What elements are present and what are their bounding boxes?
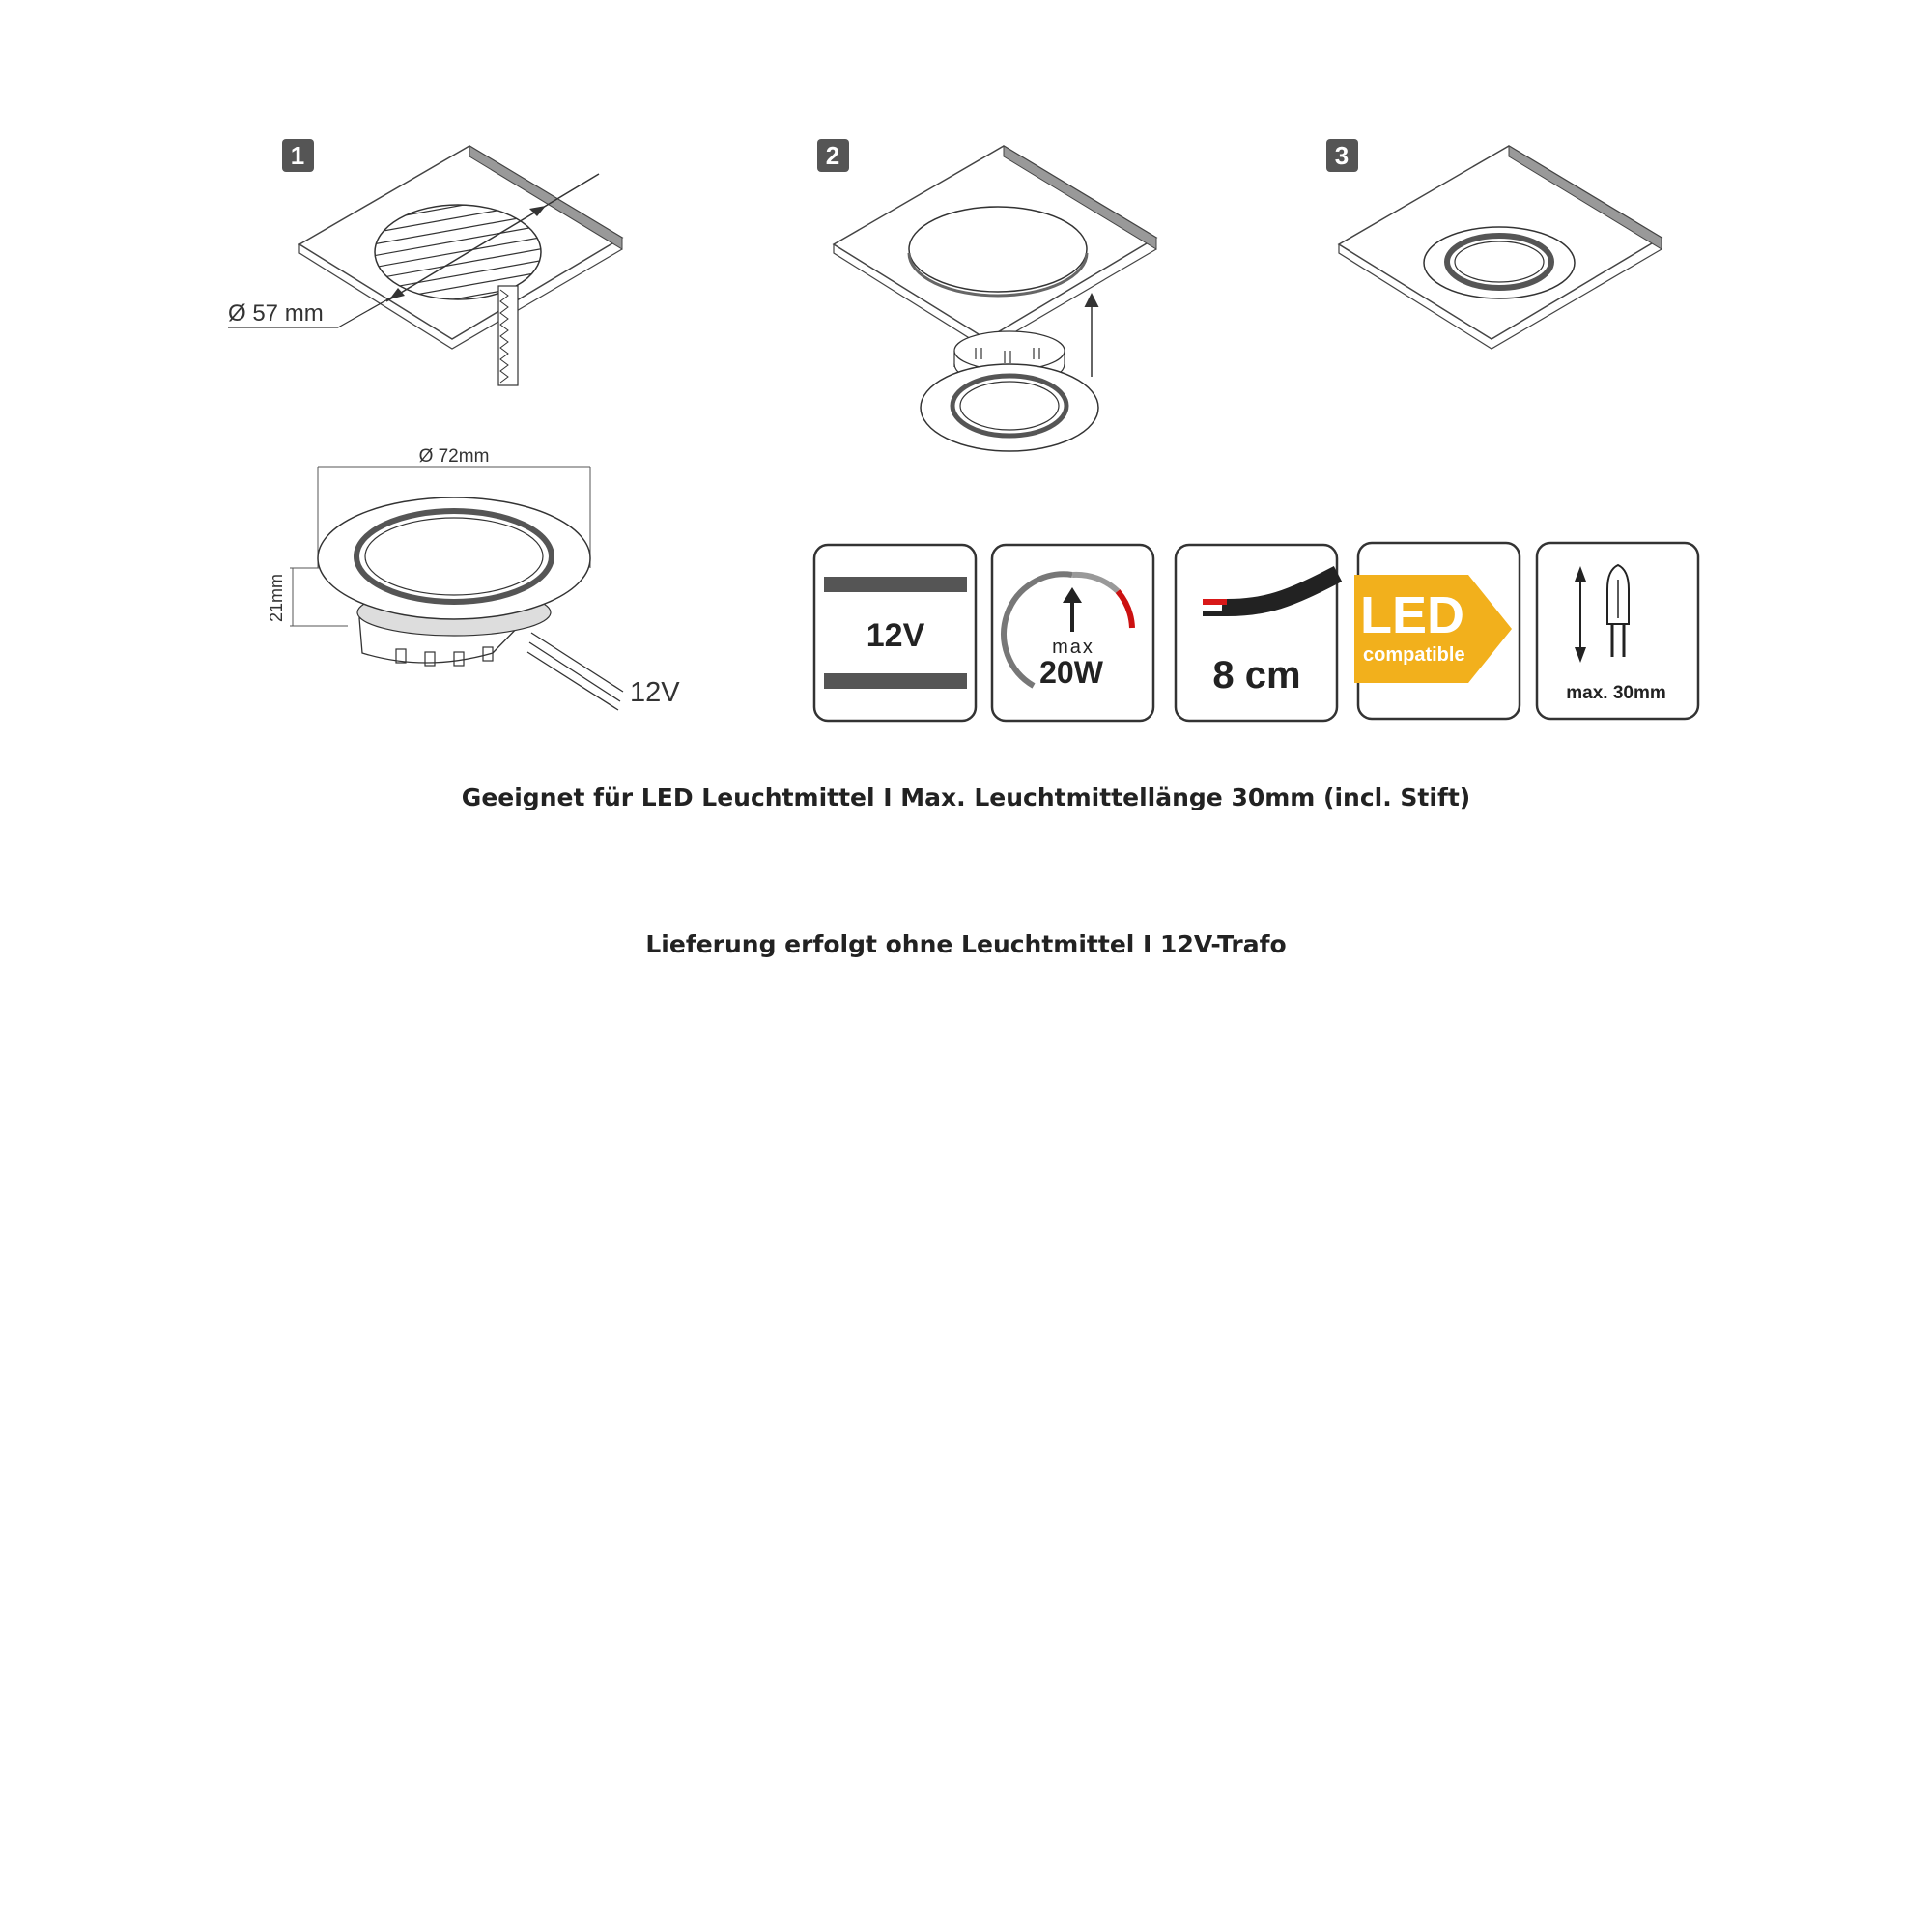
cable-icon-label: 8 cm bbox=[1212, 654, 1301, 696]
power-gauge-icon bbox=[992, 545, 1153, 721]
cable-length-icon bbox=[1176, 545, 1338, 721]
step-1-number: 1 bbox=[290, 141, 305, 170]
outer-diameter-label: Ø 72mm bbox=[418, 446, 490, 467]
step-2-panel bbox=[817, 139, 1156, 451]
installed-lamp bbox=[1424, 227, 1575, 298]
power-icon-value: 20W bbox=[1039, 655, 1103, 690]
bulb-length-icon bbox=[1537, 543, 1698, 719]
step-1-panel bbox=[228, 139, 622, 385]
step-3-panel bbox=[1326, 139, 1662, 349]
voltage-12v-icon bbox=[814, 545, 976, 721]
caption-compatibility: Geeignet für LED Leuchtmittel I Max. Leuchtmittellänge 30mm (incl. Stift) bbox=[461, 783, 1471, 811]
height-label: 21mm bbox=[267, 573, 286, 623]
step-2-number: 2 bbox=[825, 141, 840, 170]
mounting-hole bbox=[909, 207, 1087, 292]
led-icon-small: compatible bbox=[1363, 644, 1465, 666]
hole-diameter-label: Ø 57 mm bbox=[228, 300, 324, 327]
voltage-icon-label: 12V bbox=[866, 617, 925, 654]
bulb-icon-label: max. 30mm bbox=[1566, 683, 1666, 703]
step-3-number: 3 bbox=[1334, 141, 1350, 170]
saw-blade-icon bbox=[498, 286, 518, 385]
led-icon-big: LED bbox=[1360, 586, 1464, 644]
voltage-callout: 12V bbox=[630, 677, 680, 708]
dimension-drawing bbox=[267, 446, 680, 710]
caption-delivery: Lieferung erfolgt ohne Leuchtmittel I 12V-Trafo bbox=[645, 930, 1287, 958]
lamp-fixture bbox=[921, 331, 1098, 451]
led-compatible-icon bbox=[1354, 543, 1520, 719]
power-icon-max: max bbox=[1052, 637, 1094, 658]
